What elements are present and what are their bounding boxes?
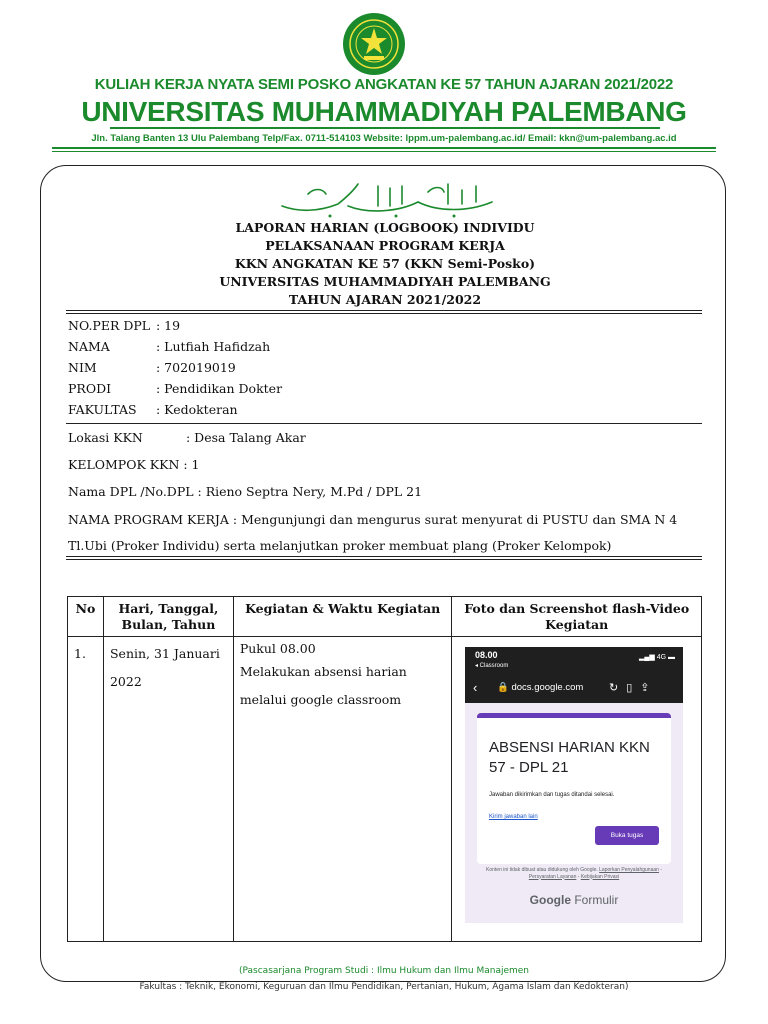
privacy-link: Kebijakan Privasi [580, 873, 620, 880]
identity-value: : Lutfiah Hafidzah [156, 339, 271, 354]
signal-icon: ▂▄▆ [639, 654, 655, 661]
report-title-line: KKN ANGKATAN KE 57 (KKN Semi-Posko) [234, 256, 536, 271]
letterhead-divider [52, 151, 716, 152]
battery-icon: ▬ [668, 654, 675, 661]
report-title-line: TAHUN AJARAN 2021/2022 [288, 292, 482, 307]
identity-label: PRODI [68, 381, 112, 396]
browser-actions [609, 681, 658, 694]
brand-formulir: Formulir [571, 893, 619, 907]
open-assignment-button: Buka tugas [595, 826, 659, 845]
identity-label: NO.PER DPL [68, 318, 151, 333]
footer-line: (Pascasarjana Program Studi : Ilmu Hukum dan Ilmu Manajemen [239, 966, 529, 976]
reload-icon: ↻ [609, 682, 627, 694]
kelompok-row: KELOMPOK KKN : 1 [68, 457, 200, 472]
status-time: 08.00 [475, 650, 498, 660]
back-chevron-icon: ‹ [473, 680, 478, 695]
footer-line: Fakultas : Teknik, Ekonomi, Keguruan dan Ilmu Pendidikan, Pertanian, Hukum, Agama Islam dan Kedokteran) [139, 982, 629, 992]
program-line: Tl.Ubi (Proker Individu) serta melanjutkan proker membuat plang (Proker Kelompok) [68, 538, 612, 553]
identity-row [68, 318, 181, 333]
identity-row [68, 339, 271, 354]
brand-google: Google [529, 893, 571, 907]
identity-label: NIM [68, 360, 97, 375]
bismillah-calligraphy [278, 176, 498, 220]
cell-no: 1. [68, 637, 104, 942]
letterhead-divider [110, 127, 660, 129]
identity-value: : 702019019 [156, 360, 236, 375]
lock-icon: 🔒 [497, 682, 509, 693]
report-title-line: PELAKSANAAN PROGRAM KERJA [265, 238, 505, 253]
google-forms-brand [465, 893, 683, 907]
form-title: ABSENSI HARIAN KKN 57 - DPL 21 [489, 739, 650, 776]
section-divider [66, 310, 702, 314]
lokasi-label: Lokasi KKN [68, 430, 143, 445]
activity-time: Pukul 08.00 [239, 641, 316, 656]
identity-value: : 19 [156, 318, 181, 333]
browser-url-bar [465, 673, 683, 703]
form-submitted-message: Jawaban dikirimkan dan tugas ditandai selesai. [489, 792, 615, 798]
disclaimer-text: Konten ini tidak dibuat atau didukung oleh Google. [486, 867, 598, 873]
university-logo [342, 12, 406, 76]
identity-value: : Kedokteran [156, 402, 238, 417]
status-network [639, 653, 675, 661]
identity-row [68, 360, 236, 375]
report-title-line: LAPORAN HARIAN (LOGBOOK) INDIVIDU [235, 220, 535, 235]
dpl-row: Nama DPL /No.DPL : Rieno Septra Nery, M.Pd / DPL 21 [68, 484, 423, 499]
table-header-row [68, 597, 702, 637]
identity-label: FAKULTAS [68, 402, 137, 417]
activity-line: melalui google classroom [239, 692, 402, 707]
phone-status-bar [465, 647, 683, 673]
header-date: Hari, Tanggal, Bulan, Tahun [103, 597, 233, 637]
letterhead-divider [52, 147, 716, 149]
form-confirmation-card [477, 713, 671, 864]
lokasi-value: : Desa Talang Akar [186, 430, 306, 445]
bookmark-icon: ▯ [626, 682, 641, 694]
letterhead-address: Jln. Talang Banten 13 Ulu Palembang Telp/Fax. 0711-514103 Website: lppm.um-palembang.ac.id/ Email: kkn@um-palembang.ac.id [91, 133, 677, 144]
date-line: 2022 [109, 674, 142, 689]
identity-row [68, 402, 238, 417]
section-divider [66, 423, 702, 424]
cell-date [103, 637, 233, 942]
section-divider [66, 556, 702, 560]
cell-activity [233, 637, 452, 942]
date-line: Senin, 31 Januari [109, 646, 220, 661]
network-type: 4G [656, 654, 667, 661]
lokasi-row [68, 430, 306, 445]
submit-another-link: Kirim jawaban lain [489, 814, 538, 820]
report-title-line: UNIVERSITAS MUHAMMADIYAH PALEMBANG [219, 274, 551, 289]
form-disclaimer: Konten ini tidak dibuat atau didukung oleh Google. Laporkan Penyalahgunaan - Persyaratan Layanan - Kebijakan Privasi [486, 867, 662, 880]
activity-screenshot [465, 647, 683, 923]
header-no: No [68, 597, 104, 637]
activity-line: Melakukan absensi harian [239, 664, 407, 679]
header-activity: Kegiatan & Waktu Kegiatan [233, 597, 452, 637]
url-domain: docs.google.com [511, 682, 584, 693]
url-text [497, 682, 583, 693]
terms-link: Persyaratan Layanan [528, 873, 577, 880]
identity-value: : Pendidikan Dokter [156, 381, 283, 396]
letterhead-university: UNIVERSITAS MUHAMMADIYAH PALEMBANG [81, 96, 687, 127]
letterhead-program: KULIAH KERJA NYATA SEMI POSKO ANGKATAN KE 57 TAHUN AJARAN 2021/2022 [94, 76, 674, 93]
identity-label: NAMA [68, 339, 110, 354]
identity-row [68, 381, 283, 396]
report-abuse-link: Laporkan Penyalahgunaan [599, 867, 659, 873]
status-back-app: ◂ Classroom [475, 663, 509, 669]
share-icon: ⇪ [640, 682, 658, 694]
header-photo: Foto dan Screenshot flash-Video Kegiatan [452, 597, 702, 637]
program-line: NAMA PROGRAM KERJA : Mengunjungi dan mengurus surat menyurat di PUSTU dan SMA N 4 [68, 512, 678, 527]
